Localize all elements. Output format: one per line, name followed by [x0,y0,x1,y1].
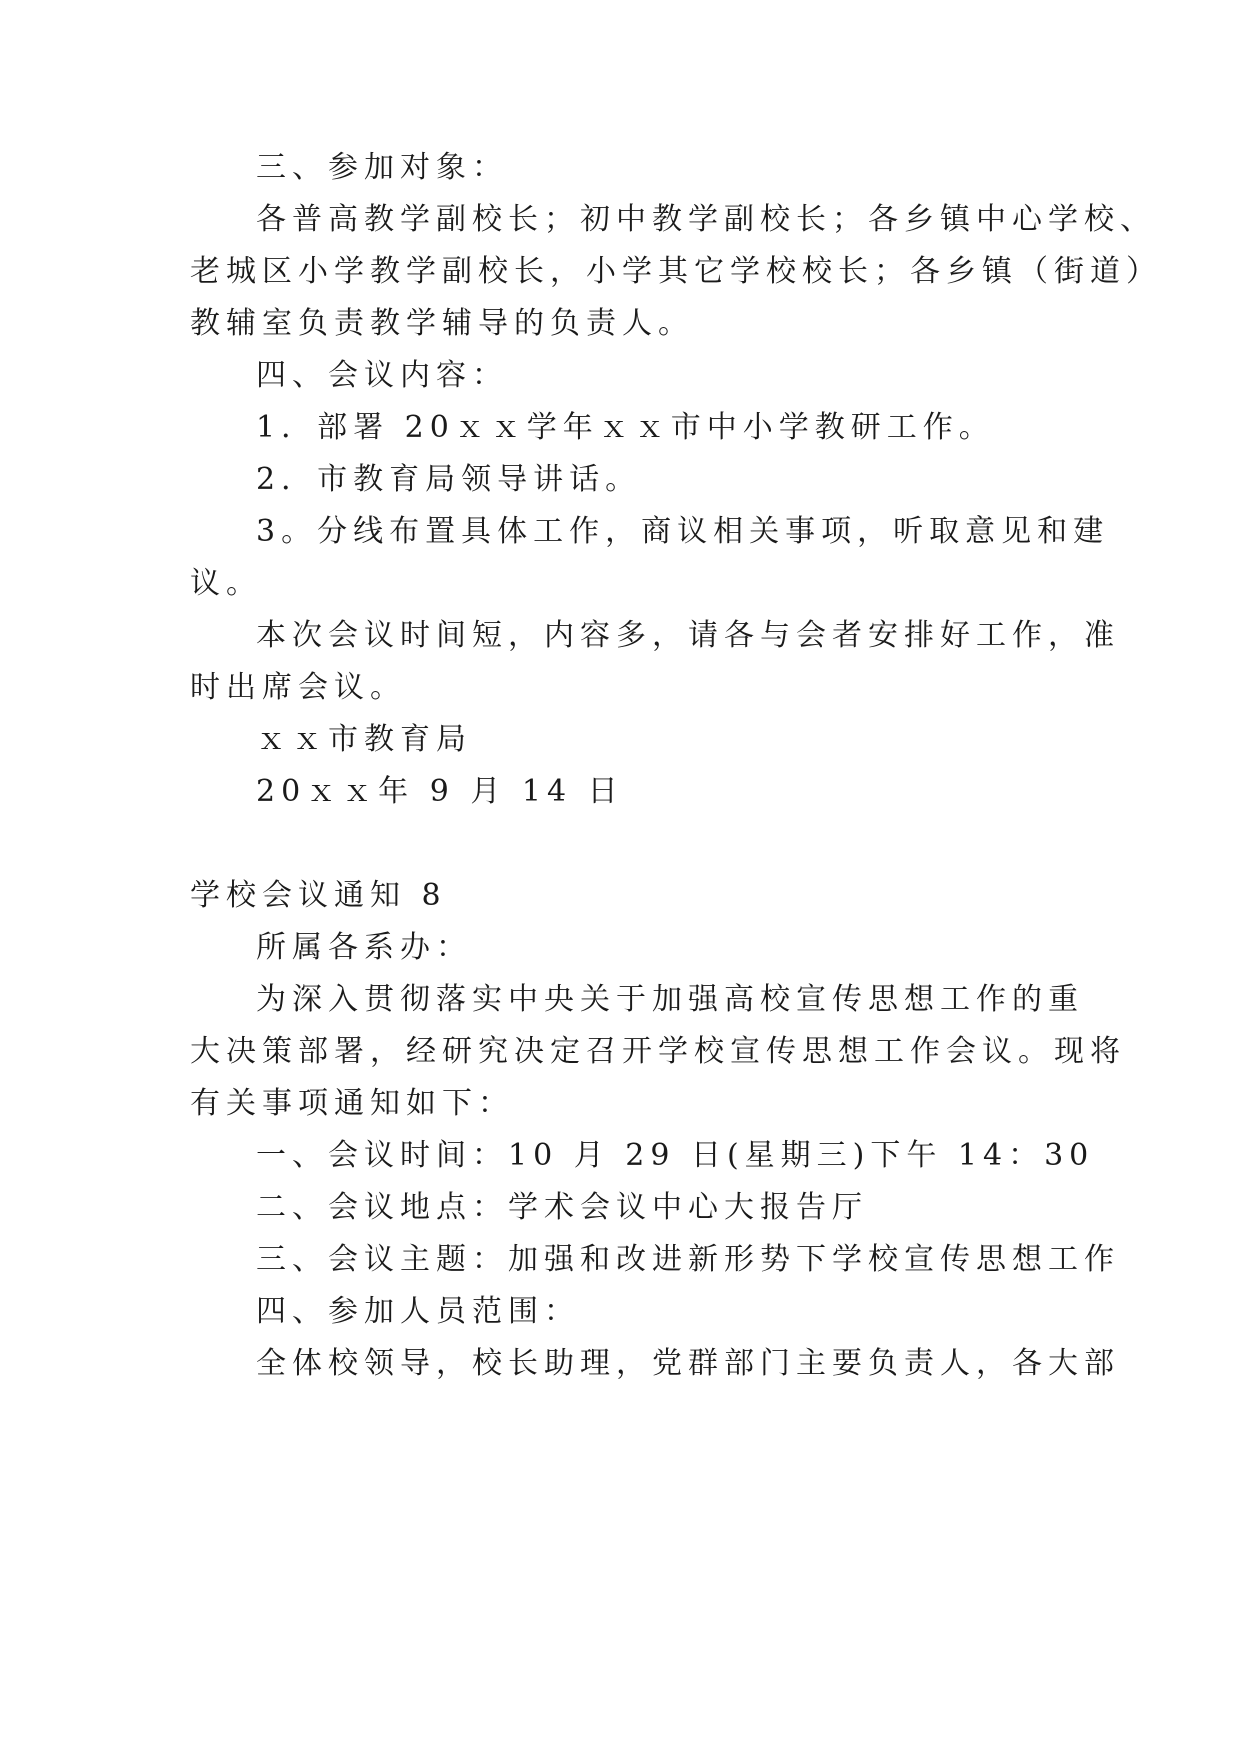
notice-intro-line-3: 有关事项通知如下： [190,1086,514,1121]
notice-title: 学校会议通知 8 [190,878,447,913]
notice-intro-line-1: 为深入贯彻落实中央关于加强高校宣传思想工作的重 [256,982,1084,1017]
notice-item-attendees-heading: 四、参加人员范围： [256,1294,580,1329]
closing-line-1: 本次会议时间短，内容多，请各与会者安排好工作，准 [256,618,1120,653]
closing-line-2: 时出席会议。 [190,670,406,705]
notice-salutation: 所属各系办： [256,930,472,965]
notice-intro-line-2: 大决策部署，经研究决定召开学校宣传思想工作会议。现将 [190,1034,1126,1069]
participants-line-1: 各普高教学副校长；初中教学副校长；各乡镇中心学校、 [256,202,1156,237]
section-heading-content: 四、会议内容： [256,358,508,393]
content-item-3-line-2: 议。 [190,566,262,601]
signature-date: 20ｘｘ年 9 月 14 日 [256,774,624,809]
notice-item-theme: 三、会议主题：加强和改进新形势下学校宣传思想工作 [256,1242,1120,1277]
notice-item-time: 一、会议时间：10 月 29 日(星期三)下午 14：30 [256,1138,1095,1173]
notice-attendees-line-1: 全体校领导，校长助理，党群部门主要负责人，各大部 [256,1346,1120,1381]
participants-line-2: 老城区小学教学副校长，小学其它学校校长；各乡镇（街道） [190,254,1162,289]
section-heading-participants: 三、参加对象： [256,150,508,185]
participants-line-3: 教辅室负责教学辅导的负责人。 [190,306,694,341]
content-item-2: 2．市教育局领导讲话。 [256,462,642,497]
notice-item-location: 二、会议地点：学术会议中心大报告厅 [256,1190,868,1225]
content-item-1: 1．部署 20ｘｘ学年ｘｘ市中小学教研工作。 [256,410,995,445]
signature-org: ｘｘ市教育局 [256,722,472,757]
content-item-3-line-1: 3。分线布置具体工作，商议相关事项，听取意见和建 [256,514,1110,549]
